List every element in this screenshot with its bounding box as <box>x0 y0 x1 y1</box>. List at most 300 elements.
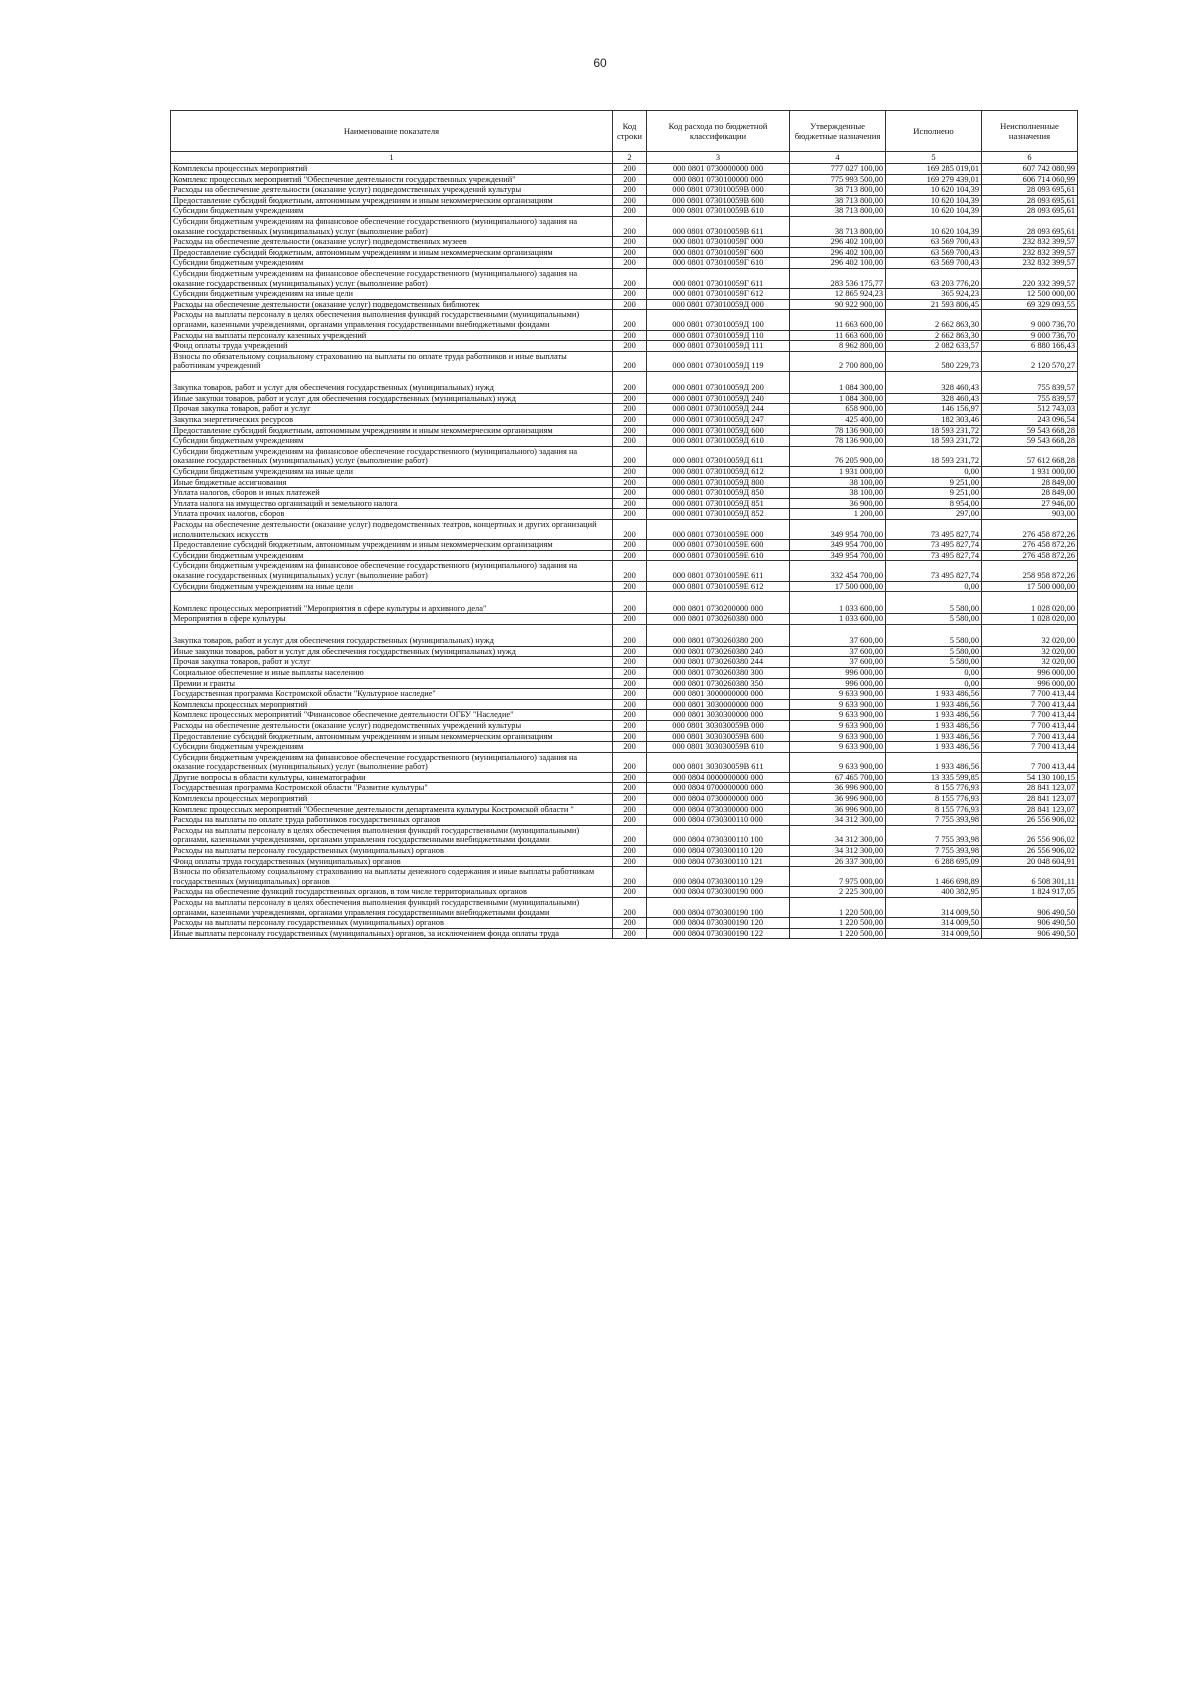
row-kbk-cell: 000 0804 0730300110 121 <box>647 856 790 867</box>
row-approved-cell: 9 633 900,00 <box>790 699 886 710</box>
row-executed-cell: 1 933 486,56 <box>886 689 982 700</box>
table-row <box>171 928 1078 939</box>
row-executed-cell: 7 755 393,98 <box>886 825 982 845</box>
row-kbk-cell: 000 0804 0730300190 120 <box>647 918 790 929</box>
row-unexecuted-cell: 606 714 060,99 <box>982 174 1078 185</box>
table-row <box>171 330 1078 341</box>
row-unexecuted-cell: 996 000,00 <box>982 678 1078 689</box>
table-row <box>171 898 1078 918</box>
row-approved-cell: 36 900,00 <box>790 498 886 509</box>
row-code-cell: 200 <box>613 498 647 509</box>
row-approved-cell: 9 633 900,00 <box>790 731 886 742</box>
row-name-cell: Субсидии бюджетным учреждениям на иные цели <box>171 289 613 300</box>
row-kbk-cell: 000 0801 073010059В 610 <box>647 206 790 217</box>
row-unexecuted-cell: 12 500 000,00 <box>982 289 1078 300</box>
table-body <box>171 164 1078 939</box>
row-name-cell: Субсидии бюджетным учреждениям на финансовое обеспечение государственного (муниципального) задания на оказание государственных (муниципальных) услуг (выполнение работ) <box>171 268 613 288</box>
row-unexecuted-cell: 59 543 668,28 <box>982 425 1078 436</box>
row-unexecuted-cell: 9 000 736,70 <box>982 330 1078 341</box>
row-executed-cell: 6 288 695,09 <box>886 856 982 867</box>
row-code-cell: 200 <box>613 657 647 668</box>
row-name-cell: Расходы на выплаты персоналу в целях обеспечения выполнения функций государственными (муниципальными) органами, казенными учреждениями, органами управления государственными внебюджетными фондами <box>171 898 613 918</box>
table-row <box>171 446 1078 466</box>
row-name-cell: Комплексы процессных мероприятий <box>171 699 613 710</box>
row-code-cell: 200 <box>613 404 647 415</box>
row-executed-cell: 314 009,50 <box>886 918 982 929</box>
row-executed-cell: 1 933 486,56 <box>886 752 982 772</box>
row-approved-cell: 283 536 175,77 <box>790 268 886 288</box>
row-kbk-cell: 000 0801 073010059Г 610 <box>647 258 790 269</box>
row-name-cell: Взносы по обязательному социальному страхованию на выплаты по оплате труда работников и иные выплаты работникам учреждений <box>171 351 613 371</box>
row-approved-cell: 2 700 800,00 <box>790 351 886 371</box>
row-kbk-cell: 000 0801 073010059Д 240 <box>647 393 790 404</box>
row-kbk-cell: 000 0801 073010059Д 610 <box>647 436 790 447</box>
row-name-cell: Иные закупки товаров, работ и услуг для обеспечения государственных (муниципальных) нужд <box>171 646 613 657</box>
row-kbk-cell: 000 0801 073010059Д 200 <box>647 371 790 393</box>
row-name-cell: Уплата налога на имущество организаций и земельного налога <box>171 498 613 509</box>
row-kbk-cell: 000 0801 073010059В 000 <box>647 185 790 196</box>
row-executed-cell: 18 593 231,72 <box>886 436 982 447</box>
row-name-cell: Предоставление субсидий бюджетным, автономным учреждениям и иным некоммерческим организациям <box>171 731 613 742</box>
row-executed-cell: 8 954,00 <box>886 498 982 509</box>
row-code-cell: 200 <box>613 846 647 857</box>
row-executed-cell: 9 251,00 <box>886 488 982 499</box>
row-name-cell: Комплексы процессных мероприятий <box>171 164 613 175</box>
row-unexecuted-cell: 1 931 000,00 <box>982 467 1078 478</box>
row-name-cell: Комплекс процессных мероприятий "Мероприятия в сфере культуры и архивного дела" <box>171 592 613 614</box>
row-approved-cell: 38 713 800,00 <box>790 185 886 196</box>
row-name-cell: Расходы на обеспечение деятельности (оказание услуг) подведомственных театров, концертных и других организаций исполнительских искусств <box>171 520 613 540</box>
row-kbk-cell: 000 0804 0730300110 120 <box>647 846 790 857</box>
table-row <box>171 720 1078 731</box>
row-executed-cell: 328 460,43 <box>886 371 982 393</box>
row-executed-cell: 1 933 486,56 <box>886 699 982 710</box>
row-code-cell: 200 <box>613 268 647 288</box>
row-code-cell: 200 <box>613 646 647 657</box>
row-executed-cell: 5 580,00 <box>886 614 982 625</box>
row-approved-cell: 78 136 900,00 <box>790 425 886 436</box>
row-name-cell: Иные бюджетные ассигнования <box>171 477 613 488</box>
table-row <box>171 731 1078 742</box>
row-kbk-cell: 000 0801 0730260380 350 <box>647 678 790 689</box>
row-unexecuted-cell: 1 028 020,00 <box>982 592 1078 614</box>
row-kbk-cell: 000 0801 073010059Д 247 <box>647 415 790 426</box>
row-kbk-cell: 000 0801 073010059Д 110 <box>647 330 790 341</box>
row-executed-cell: 73 495 827,74 <box>886 540 982 551</box>
table-row <box>171 804 1078 815</box>
row-unexecuted-cell: 996 000,00 <box>982 667 1078 678</box>
row-name-cell: Расходы на обеспечение деятельности (оказание услуг) подведомственных музеев <box>171 237 613 248</box>
row-code-cell: 200 <box>613 299 647 310</box>
row-kbk-cell: 000 0801 073010059Г 600 <box>647 247 790 258</box>
row-unexecuted-cell: 2 120 570,27 <box>982 351 1078 371</box>
row-code-cell: 200 <box>613 898 647 918</box>
row-unexecuted-cell: 7 700 413,44 <box>982 731 1078 742</box>
column-number: 1 <box>171 152 613 164</box>
row-kbk-cell: 000 0801 073010059Д 850 <box>647 488 790 499</box>
table-row <box>171 825 1078 845</box>
row-name-cell: Комплекс процессных мероприятий "Обеспечение деятельности департамента культуры Костромской области " <box>171 804 613 815</box>
row-name-cell: Закупка энергетических ресурсов <box>171 415 613 426</box>
row-unexecuted-cell: 26 556 906,02 <box>982 846 1078 857</box>
row-kbk-cell: 000 0801 073010059Д 244 <box>647 404 790 415</box>
row-executed-cell: 0,00 <box>886 581 982 592</box>
row-kbk-cell: 000 0801 073010059Д 611 <box>647 446 790 466</box>
row-code-cell: 200 <box>613 341 647 352</box>
row-code-cell: 200 <box>613 561 647 581</box>
row-name-cell: Субсидии бюджетным учреждениям <box>171 206 613 217</box>
row-approved-cell: 11 663 600,00 <box>790 310 886 330</box>
row-name-cell: Расходы на обеспечение деятельности (оказание услуг) подведомственных учреждений культуры <box>171 720 613 731</box>
row-approved-cell: 38 100,00 <box>790 477 886 488</box>
row-executed-cell: 169 279 439,01 <box>886 174 982 185</box>
row-unexecuted-cell: 906 490,50 <box>982 918 1078 929</box>
row-name-cell: Субсидии бюджетным учреждениям <box>171 550 613 561</box>
row-code-cell: 200 <box>613 330 647 341</box>
row-kbk-cell: 000 0801 0730260380 200 <box>647 624 790 646</box>
row-executed-cell: 2 662 863,30 <box>886 310 982 330</box>
table-row <box>171 498 1078 509</box>
row-code-cell: 200 <box>613 742 647 753</box>
row-code-cell: 200 <box>613 164 647 175</box>
row-approved-cell: 1 220 500,00 <box>790 928 886 939</box>
row-kbk-cell: 000 0804 0730300000 000 <box>647 804 790 815</box>
row-name-cell: Предоставление субсидий бюджетным, автономным учреждениям и иным некоммерческим организациям <box>171 425 613 436</box>
row-name-cell: Уплата налогов, сборов и иных платежей <box>171 488 613 499</box>
table-row <box>171 772 1078 783</box>
row-unexecuted-cell: 243 096,54 <box>982 415 1078 426</box>
row-unexecuted-cell: 7 700 413,44 <box>982 742 1078 753</box>
table-row <box>171 185 1078 196</box>
table-row <box>171 488 1078 499</box>
row-executed-cell: 10 620 104,39 <box>886 206 982 217</box>
row-code-cell: 200 <box>613 216 647 236</box>
row-executed-cell: 5 580,00 <box>886 646 982 657</box>
row-approved-cell: 37 600,00 <box>790 646 886 657</box>
table-row <box>171 710 1078 721</box>
row-kbk-cell: 000 0801 0730200000 000 <box>647 592 790 614</box>
table-row <box>171 667 1078 678</box>
table-row <box>171 794 1078 805</box>
table-row <box>171 425 1078 436</box>
row-approved-cell: 777 027 100,00 <box>790 164 886 175</box>
row-unexecuted-cell: 276 458 872,26 <box>982 550 1078 561</box>
row-approved-cell: 12 865 924,23 <box>790 289 886 300</box>
row-approved-cell: 67 465 700,00 <box>790 772 886 783</box>
row-unexecuted-cell: 7 700 413,44 <box>982 699 1078 710</box>
row-name-cell: Субсидии бюджетным учреждениям на иные цели <box>171 467 613 478</box>
header-executed: Исполнено <box>886 111 982 152</box>
row-name-cell: Комплекс процессных мероприятий "Финансовое обеспечение деятельности ОГБУ "Наследие" <box>171 710 613 721</box>
row-code-cell: 200 <box>613 699 647 710</box>
row-code-cell: 200 <box>613 247 647 258</box>
row-kbk-cell: 000 0801 073010059Д 800 <box>647 477 790 488</box>
row-unexecuted-cell: 1 028 020,00 <box>982 614 1078 625</box>
row-approved-cell: 1 084 300,00 <box>790 371 886 393</box>
row-executed-cell: 18 593 231,72 <box>886 446 982 466</box>
row-executed-cell: 5 580,00 <box>886 657 982 668</box>
row-approved-cell: 90 922 900,00 <box>790 299 886 310</box>
header-kbk: Код расхода по бюджетной классификации <box>647 111 790 152</box>
header-approved: Утвержденные бюджетные назначения <box>790 111 886 152</box>
row-approved-cell: 34 312 300,00 <box>790 846 886 857</box>
column-number: 6 <box>982 152 1078 164</box>
table-row <box>171 592 1078 614</box>
row-name-cell: Предоставление субсидий бюджетным, автономным учреждениям и иным некоммерческим организациям <box>171 195 613 206</box>
table-row <box>171 371 1078 393</box>
row-kbk-cell: 000 0801 0730260380 300 <box>647 667 790 678</box>
row-executed-cell: 314 009,50 <box>886 898 982 918</box>
row-unexecuted-cell: 232 832 399,57 <box>982 237 1078 248</box>
row-name-cell: Расходы на выплаты персоналу казенных учреждений <box>171 330 613 341</box>
row-unexecuted-cell: 258 958 872,26 <box>982 561 1078 581</box>
row-kbk-cell: 000 0801 073010059Д 111 <box>647 341 790 352</box>
row-code-cell: 200 <box>613 258 647 269</box>
row-unexecuted-cell: 276 458 872,26 <box>982 520 1078 540</box>
row-unexecuted-cell: 755 839,57 <box>982 393 1078 404</box>
row-kbk-cell: 000 0801 073010059Д 852 <box>647 509 790 520</box>
row-name-cell: Комплексы процессных мероприятий <box>171 794 613 805</box>
row-code-cell: 200 <box>613 509 647 520</box>
row-kbk-cell: 000 0801 303030059В 611 <box>647 752 790 772</box>
row-code-cell: 200 <box>613 772 647 783</box>
table-row <box>171 752 1078 772</box>
row-name-cell: Расходы на выплаты персоналу в целях обеспечения выполнения функций государственными (муниципальными) органами, казенными учреждениями, органами управления государственными внебюджетными фондами <box>171 310 613 330</box>
row-executed-cell: 2 662 863,30 <box>886 330 982 341</box>
row-approved-cell: 17 500 000,00 <box>790 581 886 592</box>
row-approved-cell: 38 713 800,00 <box>790 195 886 206</box>
row-name-cell: Расходы на обеспечение функций государственных органов, в том числе территориальных органов <box>171 887 613 898</box>
row-kbk-cell: 000 0804 0000000000 000 <box>647 772 790 783</box>
row-code-cell: 200 <box>613 289 647 300</box>
row-executed-cell: 1 933 486,56 <box>886 731 982 742</box>
row-code-cell: 200 <box>613 928 647 939</box>
row-approved-cell: 34 312 300,00 <box>790 825 886 845</box>
row-approved-cell: 1 033 600,00 <box>790 592 886 614</box>
table-row <box>171 581 1078 592</box>
row-kbk-cell: 000 0801 0730260380 000 <box>647 614 790 625</box>
row-code-cell: 200 <box>613 540 647 551</box>
row-unexecuted-cell: 28 841 123,07 <box>982 804 1078 815</box>
budget-execution-table-wrapper <box>170 110 1077 939</box>
table-row <box>171 699 1078 710</box>
row-unexecuted-cell: 6 880 166,43 <box>982 341 1078 352</box>
column-number: 3 <box>647 152 790 164</box>
column-number: 4 <box>790 152 886 164</box>
row-unexecuted-cell: 755 839,57 <box>982 371 1078 393</box>
row-unexecuted-cell: 9 000 736,70 <box>982 310 1078 330</box>
row-executed-cell: 1 466 698,89 <box>886 867 982 887</box>
row-kbk-cell: 000 0801 073010059Е 600 <box>647 540 790 551</box>
row-code-cell: 200 <box>613 752 647 772</box>
row-executed-cell: 63 569 700,43 <box>886 258 982 269</box>
row-approved-cell: 296 402 100,00 <box>790 237 886 248</box>
table-row <box>171 646 1078 657</box>
table-row <box>171 689 1078 700</box>
page-number: 60 <box>593 56 607 70</box>
row-kbk-cell: 000 0804 0700000000 000 <box>647 783 790 794</box>
row-code-cell: 200 <box>613 794 647 805</box>
row-approved-cell: 1 220 500,00 <box>790 898 886 918</box>
row-kbk-cell: 000 0801 073010059Г 000 <box>647 237 790 248</box>
row-unexecuted-cell: 7 700 413,44 <box>982 720 1078 731</box>
row-approved-cell: 9 633 900,00 <box>790 689 886 700</box>
row-name-cell: Расходы на выплаты по оплате труда работников государственных органов <box>171 815 613 826</box>
row-executed-cell: 146 156,97 <box>886 404 982 415</box>
row-kbk-cell: 000 0801 073010059Г 612 <box>647 289 790 300</box>
row-code-cell: 200 <box>613 918 647 929</box>
row-executed-cell: 8 155 776,93 <box>886 794 982 805</box>
row-code-cell: 200 <box>613 592 647 614</box>
table-row <box>171 867 1078 887</box>
row-name-cell: Фонд оплаты труда учреждений <box>171 341 613 352</box>
table-row <box>171 351 1078 371</box>
row-executed-cell: 1 933 486,56 <box>886 710 982 721</box>
row-approved-cell: 7 975 000,00 <box>790 867 886 887</box>
row-kbk-cell: 000 0801 073010059Е 611 <box>647 561 790 581</box>
row-executed-cell: 314 009,50 <box>886 928 982 939</box>
row-code-cell: 200 <box>613 174 647 185</box>
row-code-cell: 200 <box>613 783 647 794</box>
table-row <box>171 657 1078 668</box>
row-name-cell: Закупка товаров, работ и услуг для обеспечения государственных (муниципальных) нужд <box>171 624 613 646</box>
table-row <box>171 164 1078 175</box>
row-name-cell: Субсидии бюджетным учреждениям на финансовое обеспечение государственного (муниципального) задания на оказание государственных (муниципальных) услуг (выполнение работ) <box>171 446 613 466</box>
table-row <box>171 237 1078 248</box>
row-code-cell: 200 <box>613 550 647 561</box>
row-name-cell: Расходы на обеспечение деятельности (оказание услуг) подведомственных библиотек <box>171 299 613 310</box>
row-approved-cell: 1 931 000,00 <box>790 467 886 478</box>
header-name: Наименование показателя <box>171 111 613 152</box>
table-row <box>171 815 1078 826</box>
row-executed-cell: 73 495 827,74 <box>886 550 982 561</box>
row-unexecuted-cell: 32 020,00 <box>982 646 1078 657</box>
row-unexecuted-cell: 20 048 604,91 <box>982 856 1078 867</box>
table-row <box>171 624 1078 646</box>
table-row <box>171 742 1078 753</box>
row-code-cell: 200 <box>613 887 647 898</box>
row-kbk-cell: 000 0804 0730000000 000 <box>647 794 790 805</box>
row-kbk-cell: 000 0801 073010059Д 600 <box>647 425 790 436</box>
row-name-cell: Комплекс процессных мероприятий "Обеспечение деятельности государственных учреждений" <box>171 174 613 185</box>
row-approved-cell: 36 996 900,00 <box>790 783 886 794</box>
row-unexecuted-cell: 7 700 413,44 <box>982 689 1078 700</box>
row-name-cell: Государственная программа Костромской области "Культурное наследие" <box>171 689 613 700</box>
row-unexecuted-cell: 28 849,00 <box>982 477 1078 488</box>
row-unexecuted-cell: 27 946,00 <box>982 498 1078 509</box>
row-kbk-cell: 000 0801 3000000000 000 <box>647 689 790 700</box>
table-row <box>171 509 1078 520</box>
row-code-cell: 200 <box>613 804 647 815</box>
row-name-cell: Субсидии бюджетным учреждениям <box>171 258 613 269</box>
table-row <box>171 404 1078 415</box>
row-approved-cell: 296 402 100,00 <box>790 247 886 258</box>
row-approved-cell: 349 954 700,00 <box>790 550 886 561</box>
row-executed-cell: 13 335 599,85 <box>886 772 982 783</box>
row-approved-cell: 38 713 800,00 <box>790 206 886 217</box>
row-unexecuted-cell: 28 093 695,61 <box>982 185 1078 196</box>
row-approved-cell: 349 954 700,00 <box>790 540 886 551</box>
row-name-cell: Предоставление субсидий бюджетным, автономным учреждениям и иным некоммерческим организациям <box>171 540 613 551</box>
row-approved-cell: 37 600,00 <box>790 624 886 646</box>
row-approved-cell: 296 402 100,00 <box>790 258 886 269</box>
row-name-cell: Предоставление субсидий бюджетным, автономным учреждениям и иным некоммерческим организациям <box>171 247 613 258</box>
row-executed-cell: 21 593 806,45 <box>886 299 982 310</box>
row-kbk-cell: 000 0801 073010059Д 000 <box>647 299 790 310</box>
row-unexecuted-cell: 28 849,00 <box>982 488 1078 499</box>
table-row <box>171 216 1078 236</box>
row-name-cell: Социальное обеспечение и иные выплаты населению <box>171 667 613 678</box>
row-unexecuted-cell: 7 700 413,44 <box>982 752 1078 772</box>
row-kbk-cell: 000 0804 0730300110 129 <box>647 867 790 887</box>
row-kbk-cell: 000 0804 0730300190 122 <box>647 928 790 939</box>
row-name-cell: Другие вопросы в области культуры, кинематографии <box>171 772 613 783</box>
row-name-cell: Расходы на выплаты персоналу государственных (муниципальных) органов <box>171 846 613 857</box>
row-name-cell: Иные выплаты персоналу государственных (муниципальных) органов, за исключением фонда оплаты труда <box>171 928 613 939</box>
row-approved-cell: 425 400,00 <box>790 415 886 426</box>
row-code-cell: 200 <box>613 710 647 721</box>
table-row <box>171 467 1078 478</box>
row-name-cell: Взносы по обязательному социальному страхованию на выплаты денежного содержания и иные выплаты работникам государственных (муниципальных) органов <box>171 867 613 887</box>
table-row <box>171 540 1078 551</box>
row-executed-cell: 10 620 104,39 <box>886 195 982 206</box>
row-code-cell: 200 <box>613 667 647 678</box>
row-approved-cell: 76 205 900,00 <box>790 446 886 466</box>
row-executed-cell: 0,00 <box>886 678 982 689</box>
budget-execution-table <box>170 110 1078 939</box>
table-row <box>171 341 1078 352</box>
row-executed-cell: 63 203 776,20 <box>886 268 982 288</box>
table-row <box>171 887 1078 898</box>
row-executed-cell: 0,00 <box>886 467 982 478</box>
row-kbk-cell: 000 0801 073010059В 600 <box>647 195 790 206</box>
row-executed-cell: 18 593 231,72 <box>886 425 982 436</box>
row-unexecuted-cell: 69 329 093,55 <box>982 299 1078 310</box>
table-row <box>171 783 1078 794</box>
row-unexecuted-cell: 54 130 100,15 <box>982 772 1078 783</box>
row-kbk-cell: 000 0804 0730300110 100 <box>647 825 790 845</box>
row-executed-cell: 63 569 700,43 <box>886 247 982 258</box>
row-executed-cell: 73 495 827,74 <box>886 561 982 581</box>
row-approved-cell: 8 962 800,00 <box>790 341 886 352</box>
table-row <box>171 477 1078 488</box>
row-approved-cell: 9 633 900,00 <box>790 742 886 753</box>
row-executed-cell: 0,00 <box>886 667 982 678</box>
row-code-cell: 200 <box>613 581 647 592</box>
row-name-cell: Субсидии бюджетным учреждениям на финансовое обеспечение государственного (муниципального) задания на оказание государственных (муниципальных) услуг (выполнение работ) <box>171 216 613 236</box>
row-unexecuted-cell: 220 332 399,57 <box>982 268 1078 288</box>
row-executed-cell: 63 569 700,43 <box>886 237 982 248</box>
row-executed-cell: 9 251,00 <box>886 477 982 488</box>
row-code-cell: 200 <box>613 488 647 499</box>
column-number-row <box>171 152 1078 164</box>
row-unexecuted-cell: 7 700 413,44 <box>982 710 1078 721</box>
row-unexecuted-cell: 6 508 301,11 <box>982 867 1078 887</box>
table-row <box>171 310 1078 330</box>
row-executed-cell: 182 303,46 <box>886 415 982 426</box>
row-name-cell: Иные закупки товаров, работ и услуг для обеспечения государственных (муниципальных) нужд <box>171 393 613 404</box>
row-executed-cell: 8 155 776,93 <box>886 783 982 794</box>
header-unexecuted: Неисполненные назначения <box>982 111 1078 152</box>
row-executed-cell: 365 924,23 <box>886 289 982 300</box>
row-name-cell: Субсидии бюджетным учреждениям на финансовое обеспечение государственного (муниципального) задания на оказание государственных (муниципальных) услуг (выполнение работ) <box>171 752 613 772</box>
row-name-cell: Расходы на выплаты персоналу государственных (муниципальных) органов <box>171 918 613 929</box>
row-approved-cell: 1 200,00 <box>790 509 886 520</box>
row-kbk-cell: 000 0801 073010059Д 100 <box>647 310 790 330</box>
row-approved-cell: 34 312 300,00 <box>790 815 886 826</box>
row-approved-cell: 38 713 800,00 <box>790 216 886 236</box>
row-kbk-cell: 000 0801 303030059В 600 <box>647 731 790 742</box>
